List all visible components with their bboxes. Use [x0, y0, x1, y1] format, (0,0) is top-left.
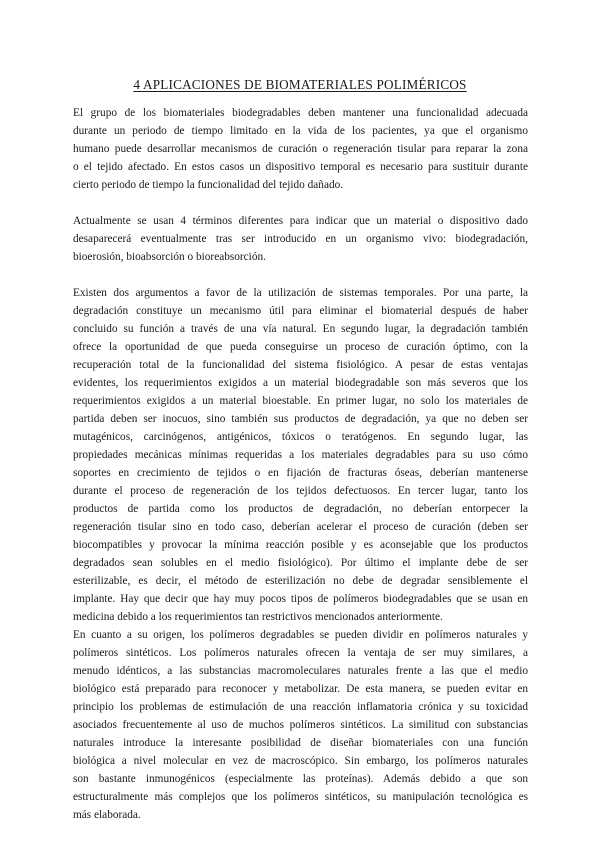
- text-line: El grupo de los biomateriales biodegradables deben mantener una funcionalidad adecuada: [73, 107, 528, 119]
- text-line: asociados frecuentemente al uso de muchos polímeros sintéticos. La similitud con substancias: [73, 719, 528, 731]
- text-line: menudo idénticos, a las substancias macromoleculares naturales frente a las que el medio: [73, 665, 528, 677]
- paragraph: [73, 284, 528, 626]
- text-line: mutagénicos, carcinógenos, antigénicos, tóxicos o teratógenos. En segundo lugar, las: [73, 431, 528, 443]
- text-line: ofrece la oportunidad de que pueda conseguirse un proceso de curación óptimo, con la: [73, 341, 528, 353]
- text-line: recuperación total de la funcionalidad del sistema fisiológico. A pesar de estas ventajas: [73, 359, 528, 371]
- text-line: Existen dos argumentos a favor de la utilización de sistemas temporales. Por una parte, la: [73, 287, 528, 299]
- text-line: degradación constituye un mecanismo útil para eliminar el biomaterial después de haber: [73, 305, 528, 317]
- text-line: requerimientos exigidos a un material bioestable. En primer lugar, no solo los materiales de: [73, 395, 528, 407]
- text-line: En cuanto a su origen, los polímeros degradables se pueden dividir en polímeros naturales y: [73, 629, 528, 641]
- text-line: polímeros sintéticos. Los polímeros naturales ofrecen la ventaja de ser muy similares, a: [73, 647, 528, 659]
- text-line: bioerosión, bioabsorción o bioreabsorción.: [73, 251, 266, 263]
- text-line: estructuralmente más complejos que los polímeros sintéticos, su manipulación tecnológica es: [73, 791, 528, 803]
- text-line: durante el proceso de regeneración de los tejidos defectuosos. En tercer lugar, tanto los: [73, 485, 528, 497]
- text-line: soportes en crecimiento de tejidos o en fijación de fracturas óseas, deberían mantenerse: [73, 467, 528, 479]
- paragraph: [73, 626, 528, 824]
- paragraph: [73, 212, 528, 266]
- text-line: partida deben ser inocuos, sino también sus productos de degradación, ya que no deben ser: [73, 413, 528, 425]
- text-line: biocompatibles y provocar la mínima reacción posible y es aconsejable que los productos: [73, 539, 528, 551]
- text-line: implante. Hay que decir que hay muy pocos tipos de polímeros biodegradables que se usan en: [73, 593, 528, 605]
- text-line: concluido su función a través de una vía natural. En segundo lugar, la degradación también: [73, 323, 528, 335]
- text-line: Actualmente se usan 4 términos diferentes para indicar que un material o dispositivo dado: [73, 215, 528, 227]
- text-line: degradados sean solubles en el medio fisiológico). Por último el implante debe de ser: [73, 557, 528, 569]
- text-line: más elaborada.: [73, 809, 141, 821]
- text-line: son bastante inmunogénicos (especialmente las proteínas). Además debido a que son: [73, 773, 528, 785]
- text-line: naturales introduce la interesante posibilidad de diseñar biomateriales con una función: [73, 737, 528, 749]
- document-body: [73, 104, 528, 824]
- text-line: principio los problemas de estimulación de una reacción inflamatoria crónica y su toxicidad: [73, 701, 528, 713]
- text-line: desaparecerá eventualmente tras ser introducido en un organismo vivo: biodegradación,: [73, 233, 528, 245]
- paragraph: [73, 104, 528, 194]
- text-line: humano puede desarrollar mecanismos de curación o regeneración tisular para reparar la zona: [73, 143, 528, 155]
- text-line: cierto periodo de tiempo la funcionalidad del tejido dañado.: [73, 179, 344, 191]
- text-line: evidentes, los requerimientos exigidos a un material biodegradable son más severos que los: [73, 377, 528, 389]
- text-line: durante un periodo de tiempo limitado en la vida de los pacientes, ya que el organismo: [73, 125, 528, 137]
- text-line: biológico está preparado para reconocer y metabolizar. De esta manera, se pueden evitar en: [73, 683, 528, 695]
- text-line: esterilizable, es decir, el método de esterilización no debe de degradar sensiblemente el: [73, 575, 528, 587]
- text-line: medicina debido a los requerimientos tan restrictivos mencionados anteriormente.: [73, 611, 443, 623]
- text-line: productos de partida como los productos de degradación, no deberían entorpecer la: [73, 503, 528, 515]
- text-line: propiedades mecánicas mínimas requeridas a los materiales degradables para su uso cómo: [73, 449, 528, 461]
- section-title: 4 APLICACIONES DE BIOMATERIALES POLIMÉRICOS: [133, 77, 467, 92]
- text-line: o el tejido afectado. En estos casos un dispositivo temporal es necesario para sustituir durante: [73, 161, 528, 173]
- text-line: regeneración tisular sino en todo caso, deberían acelerar el proceso de curación (deben ser: [73, 521, 528, 533]
- text-line: biológica a nivel molecular en vez de macroscópico. Sin embargo, los polímeros naturales: [73, 755, 528, 767]
